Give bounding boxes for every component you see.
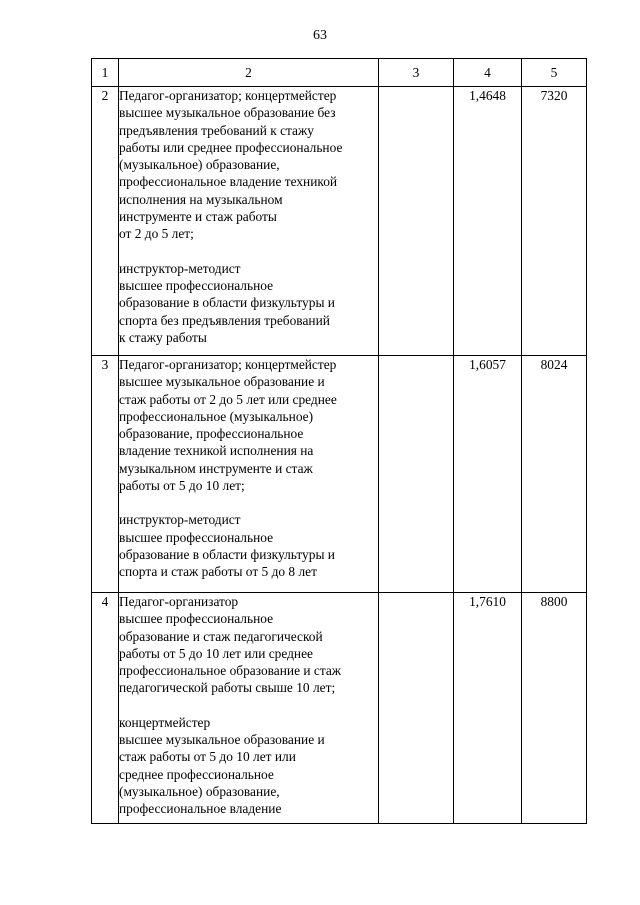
description-paragraph: инструктор-методист высшее профессиональное образование в области физкультуры и спорта без предъявления требований к стажу работы bbox=[119, 260, 335, 345]
table-row bbox=[92, 87, 587, 356]
row-number-cell: 4 bbox=[92, 593, 119, 824]
column-3-cell bbox=[379, 87, 454, 356]
description-paragraph: инструктор-методист высшее профессиональное образование в области физкультуры и спорта и стаж работы от 5 до 8 лет bbox=[119, 512, 335, 580]
description-paragraph: Педагог-организатор; концертмейстер высшее музыкальное образование без предъявления требований к стажу работы или среднее профессиональное (музыкальное) образование, профессиональное владение техникой исполнения на музыкальном инструменте и стаж работы от 2 до 5 лет; bbox=[119, 88, 343, 242]
header-cell-5: 5 bbox=[522, 59, 587, 87]
coefficient-cell: 1,6057 bbox=[454, 356, 522, 593]
description-cell bbox=[119, 356, 379, 593]
page-number: 63 bbox=[313, 28, 327, 43]
table-row bbox=[92, 593, 587, 824]
coefficient-cell: 1,4648 bbox=[454, 87, 522, 356]
salary-cell: 8800 bbox=[522, 593, 587, 824]
salary-cell: 8024 bbox=[522, 356, 587, 593]
description-paragraph: Педагог-организатор; концертмейстер высшее музыкальное образование и стаж работы от 2 до 5 лет или среднее профессиональное (музыкальное) образование, профессиональное владение техникой исполнения на музыкальном инструменте и стаж работы от 5 до 10 лет; bbox=[119, 357, 337, 494]
coefficient-cell: 1,7610 bbox=[454, 593, 522, 824]
header-cell-4: 4 bbox=[454, 59, 522, 87]
column-3-cell bbox=[379, 356, 454, 593]
row-number-cell: 3 bbox=[92, 356, 119, 593]
column-3-cell bbox=[379, 593, 454, 824]
header-cell-3: 3 bbox=[379, 59, 454, 87]
salary-cell: 7320 bbox=[522, 87, 587, 356]
table-row bbox=[92, 356, 587, 593]
table-header-row bbox=[92, 59, 587, 87]
qualification-table bbox=[91, 58, 587, 824]
header-cell-2: 2 bbox=[119, 59, 379, 87]
description-cell bbox=[119, 87, 379, 356]
description-paragraph: Педагог-организатор высшее профессиональное образование и стаж педагогической работы от 5 до 10 лет или среднее профессиональное образование и стаж педагогической работы свыше 10 лет; bbox=[119, 594, 342, 696]
description-paragraph: концертмейстер высшее музыкальное образование и стаж работы от 5 до 10 лет или среднее профессиональное (музыкальное) образование, профессиональное владение bbox=[119, 714, 325, 817]
description-cell bbox=[119, 593, 379, 824]
header-cell-1: 1 bbox=[92, 59, 119, 87]
row-number-cell: 2 bbox=[92, 87, 119, 356]
